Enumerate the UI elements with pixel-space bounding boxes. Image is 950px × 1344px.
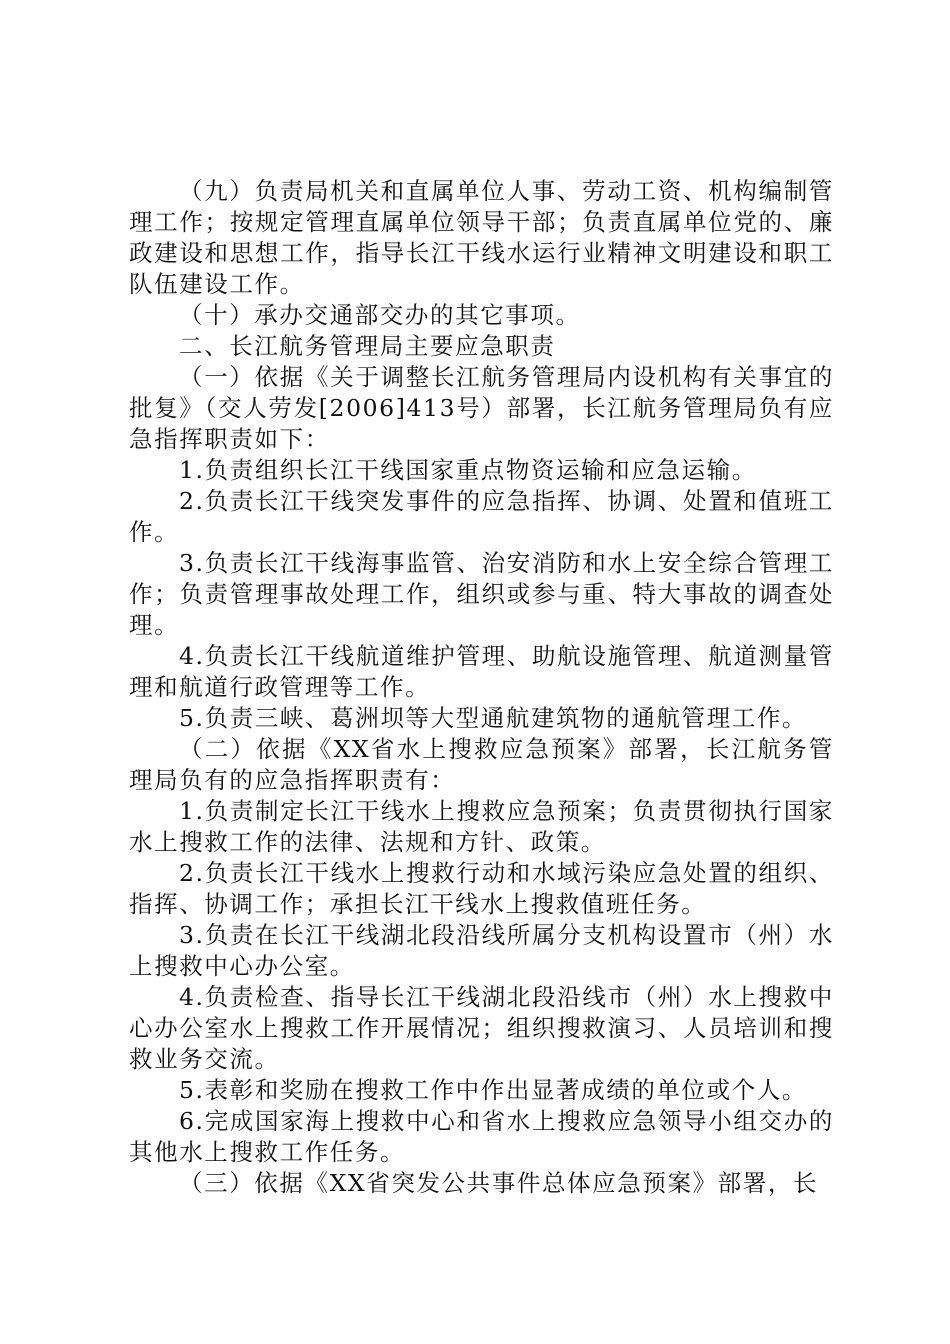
list-item-1-5: 5.负责三峡、葛洲坝等大型通航建筑物的通航管理工作。: [179, 704, 808, 732]
list-item-2-1: 1.负责制定长江干线水上搜救应急预案；负责贯彻执行国家水上搜救工作的法律、法规和方针、政策。: [129, 797, 834, 856]
document-body: [129, 176, 834, 1199]
paragraph-section-2-intro: （二）依据《XX省水上搜救应急预案》部署，长江航务管理局负有的应急指挥职责有：: [129, 735, 834, 794]
paragraph-item-9: （九）负责局机关和直属单位人事、劳动工资、机构编制管理工作；按规定管理直属单位领导干部；负责直属单位党的、廉政建设和思想工作，指导长江干线水运行业精神文明建设和职工队伍建设工作。: [129, 177, 834, 298]
list-item-2-2: 2.负责长江干线水上搜救行动和水域污染应急处置的组织、指挥、协调工作；承担长江干线水上搜救值班任务。: [129, 859, 834, 918]
list-item-1-1: 1.负责组织长江干线国家重点物资运输和应急运输。: [179, 456, 757, 484]
paragraph-section-3-intro: （三）依据《XX省突发公共事件总体应急预案》部署，长: [179, 1169, 819, 1197]
paragraph-section-1-intro: （一）依据《关于调整长江航务管理局内设机构有关事宜的批复》（交人劳发[2006]413号）部署，长江航务管理局负有应急指挥职责如下：: [129, 363, 834, 453]
paragraph-item-10: （十）承办交通部交办的其它事项。: [179, 301, 581, 329]
list-item-1-2: 2.负责长江干线突发事件的应急指挥、协调、处置和值班工作。: [129, 487, 834, 546]
section-heading-emergency-duties: 二、长江航务管理局主要应急职责: [179, 332, 556, 360]
list-item-1-3: 3.负责长江干线海事监管、治安消防和水上安全综合管理工作；负责管理事故处理工作，组织或参与重、特大事故的调查处理。: [129, 549, 834, 639]
list-item-2-3: 3.负责在长江干线湖北段沿线所属分支机构设置市（州）水上搜救中心办公室。: [129, 921, 834, 980]
list-item-2-5: 5.表彰和奖励在搜救工作中作出显著成绩的单位或个人。: [179, 1076, 808, 1104]
list-item-2-4: 4.负责检查、指导长江干线湖北段沿线市（州）水上搜救中心办公室水上搜救工作开展情况；组织搜救演习、人员培训和搜救业务交流。: [129, 983, 834, 1073]
list-item-1-4: 4.负责长江干线航道维护管理、助航设施管理、航道测量管理和航道行政管理等工作。: [129, 642, 834, 701]
list-item-2-6: 6.完成国家海上搜救中心和省水上搜救应急领导小组交办的其他水上搜救工作任务。: [129, 1107, 834, 1166]
